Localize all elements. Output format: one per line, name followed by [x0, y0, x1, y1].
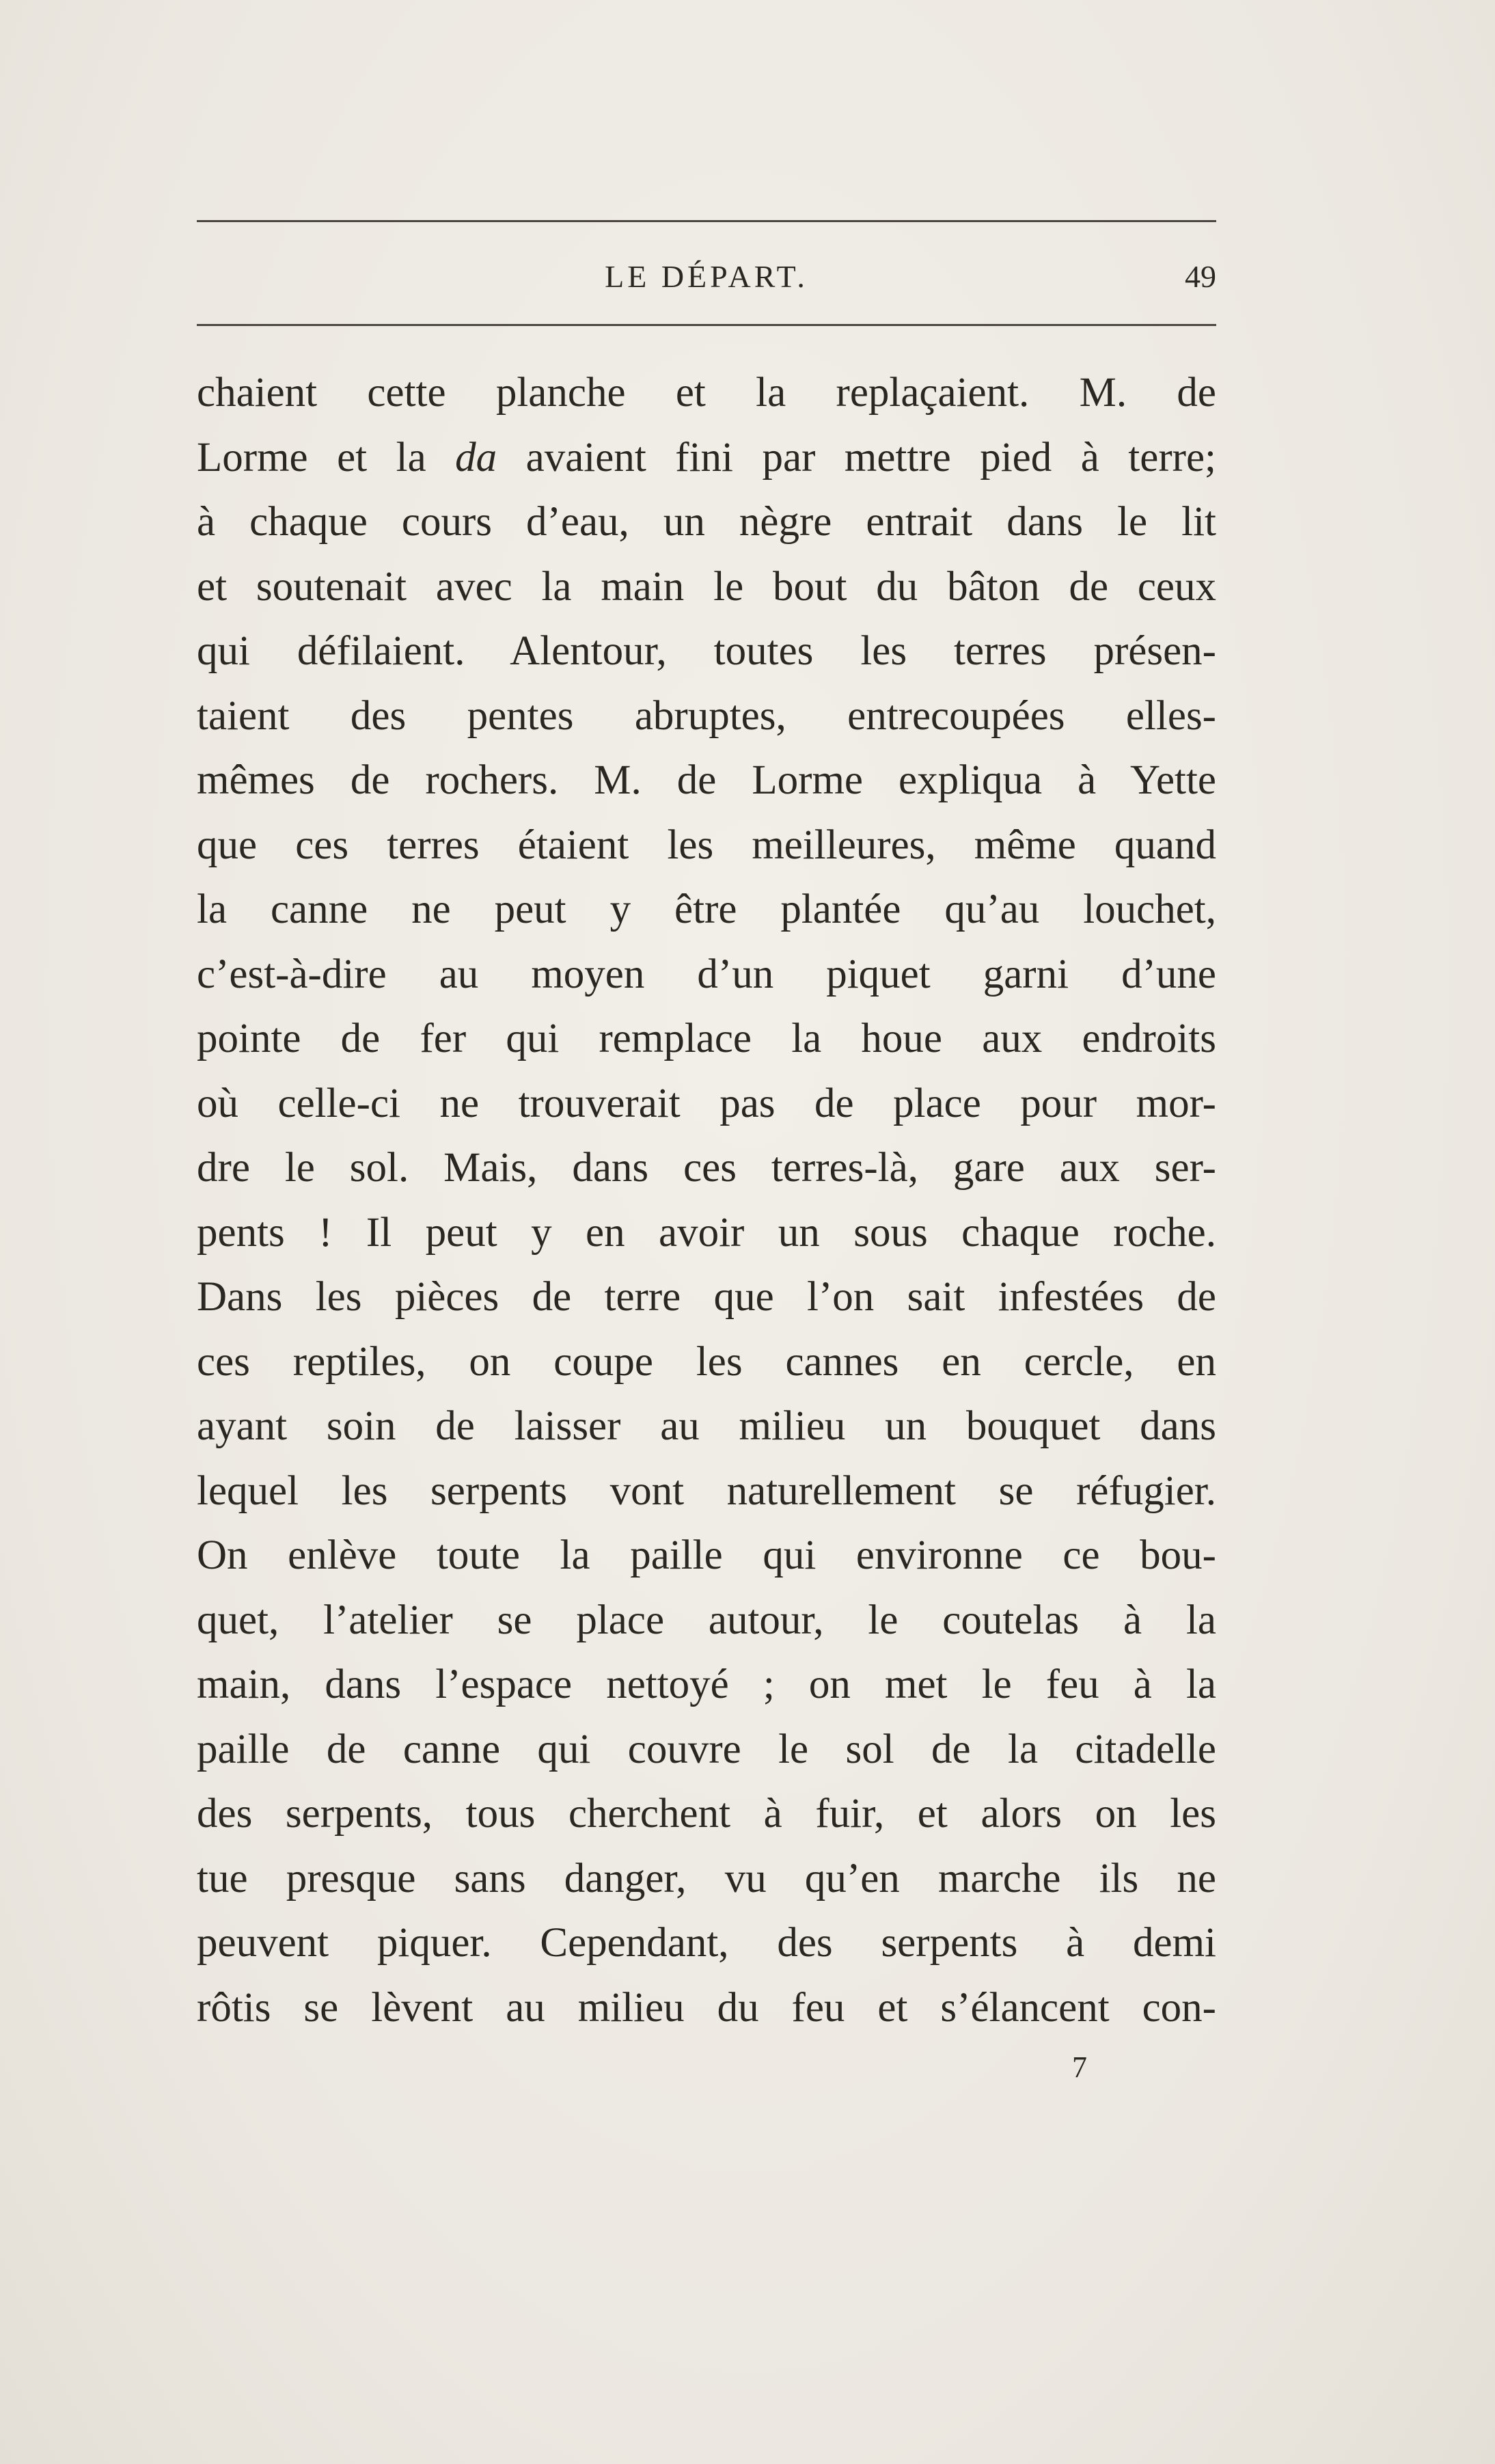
text-line: la canne ne peut y être plantée qu’au louchet, [197, 886, 1216, 932]
text-line: ayant soin de laisser au milieu un bouquet dans [197, 1403, 1216, 1449]
text-line: rôtis se lèvent au milieu du feu et s’élancent con- [197, 1984, 1216, 2031]
text-line: paille de canne qui couvre le sol de la citadelle [197, 1726, 1216, 1772]
page-number: 49 [1185, 259, 1216, 294]
signature-mark: 7 [1072, 2050, 1087, 2084]
text-line: On enlève toute la paille qui environne ce bou- [197, 1532, 1216, 1578]
text-line: et soutenait avec la main le bout du bâton de ceux [197, 563, 1216, 610]
text-fragment: Lorme et la [197, 434, 456, 480]
text-line: quet, l’atelier se place autour, le coutelas à la [197, 1597, 1216, 1643]
running-title: LE DÉPART. [605, 259, 808, 294]
text-fragment: avaient fini par mettre pied à terre; [497, 434, 1216, 480]
italic-word: da [455, 434, 497, 480]
text-line: des serpents, tous cherchent à fuir, et alors on les [197, 1791, 1216, 1837]
text-line: Dans les pièces de terre que l’on sait infestées de [197, 1274, 1216, 1320]
text-line: tue presque sans danger, vu qu’en marche ils ne [197, 1855, 1216, 1901]
text-line: peuvent piquer. Cependant, des serpents à demi [197, 1920, 1216, 1966]
header-rule-bottom [197, 324, 1216, 326]
text-line: que ces terres étaient les meilleures, même quand [197, 822, 1216, 868]
text-line: lequel les serpents vont naturellement se réfugier. [197, 1467, 1216, 1514]
body-text [197, 361, 1216, 2040]
text-line: dre le sol. Mais, dans ces terres-là, gare aux ser- [197, 1145, 1216, 1191]
text-line: taient des pentes abruptes, entrecoupées elles- [197, 692, 1216, 739]
text-line: mêmes de rochers. M. de Lorme expliqua à Yette [197, 757, 1216, 803]
text-line: pents ! Il peut y en avoir un sous chaque roche. [197, 1209, 1216, 1256]
text-line: pointe de fer qui remplace la houe aux endroits [197, 1016, 1216, 1061]
text-line: ces reptiles, on coupe les cannes en cercle, en [197, 1338, 1216, 1385]
text-line [197, 426, 1216, 491]
header-rule-top [197, 220, 1216, 222]
text-line: à chaque cours d’eau, un nègre entrait dans le lit [197, 499, 1216, 545]
text-line: c’est-à-dire au moyen d’un piquet garni d’une [197, 951, 1216, 997]
text-line: qui défilaient. Alentour, toutes les terres présen- [197, 628, 1216, 674]
text-line: où celle-ci ne trouverait pas de place pour mor- [197, 1080, 1216, 1126]
running-header [197, 249, 1216, 304]
text-line: chaient cette planche et la replaçaient. M. de [197, 370, 1216, 416]
text-line: main, dans l’espace nettoyé ; on met le feu à la [197, 1662, 1216, 1707]
